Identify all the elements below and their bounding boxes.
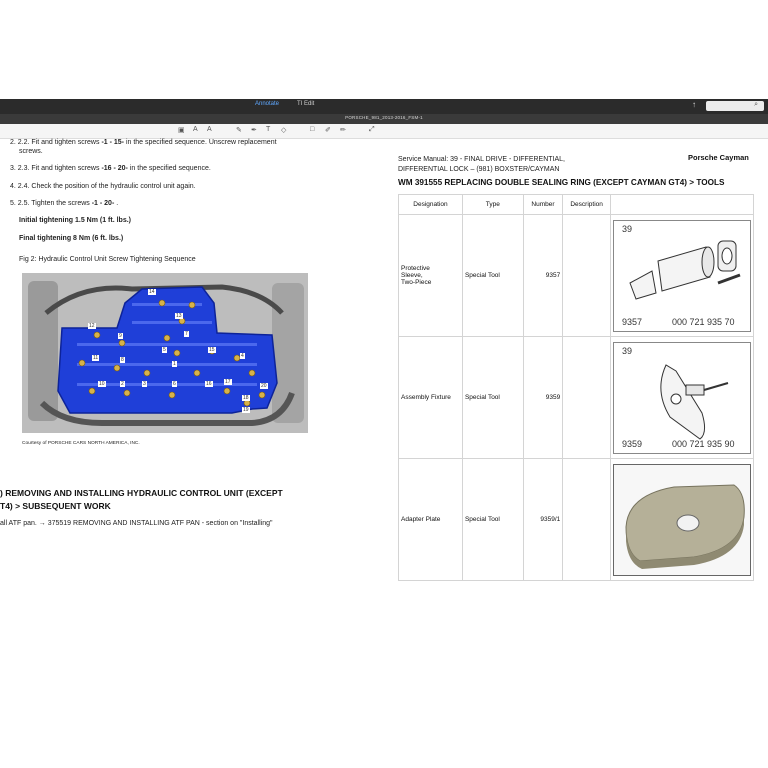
adapter-plate-image bbox=[613, 464, 751, 576]
designation-cell bbox=[399, 215, 463, 337]
text-icon[interactable]: T bbox=[266, 126, 271, 133]
column-header: Description bbox=[563, 195, 611, 215]
screw-label: 4 bbox=[241, 353, 244, 359]
screw-label: 5 bbox=[163, 347, 166, 353]
protective-sleeve-drawing bbox=[614, 221, 750, 331]
type-cell: Special Tool bbox=[462, 215, 523, 337]
step-2-4: 4. 2.4. Check the position of the hydraulic control unit again. bbox=[10, 183, 196, 190]
screw-label: 6 bbox=[173, 381, 176, 387]
file-name: PORSCHE_981_2013-2016_FSM-1 bbox=[345, 115, 423, 120]
note-icon[interactable]: □ bbox=[310, 126, 315, 133]
manual-line-1: Service Manual: 39 - FINAL DRIVE - DIFFERENTIAL, bbox=[398, 156, 566, 163]
number-cell: 9359/1 bbox=[523, 459, 563, 581]
screw-label: 11 bbox=[93, 355, 99, 361]
designation-line: Adapter Plate bbox=[401, 516, 441, 523]
tool-image-cell bbox=[611, 459, 754, 581]
column-header: Number bbox=[523, 195, 563, 215]
image-part-number: 000 721 935 70 bbox=[672, 316, 735, 327]
screw-label: 1 bbox=[173, 361, 176, 367]
step-2-3: 3. 2.3. Fit and tighten screws -16 - 20- in the specified sequence. bbox=[10, 165, 211, 172]
brand-label: Porsche Cayman bbox=[688, 153, 749, 162]
column-header-image bbox=[611, 195, 754, 215]
screw-label: 8 bbox=[121, 357, 124, 363]
image-number: 9357 bbox=[622, 316, 643, 327]
protective-sleeve-image bbox=[613, 220, 751, 332]
expand-icon[interactable]: ⤢ bbox=[369, 126, 375, 133]
courtesy-note: Courtesy of PORSCHE CARS NORTH AMERICA, INC. bbox=[22, 441, 140, 446]
text-size-icon[interactable]: A bbox=[193, 126, 198, 133]
screw-label: 3 bbox=[143, 381, 146, 387]
image-number: 9359 bbox=[622, 438, 643, 449]
search-icon: ⌕ bbox=[754, 101, 758, 108]
type-cell: Special Tool bbox=[462, 337, 523, 459]
table-header-row bbox=[399, 195, 754, 215]
screw-label: 20 bbox=[261, 383, 267, 389]
screw-label: 10 bbox=[99, 381, 105, 387]
description-cell bbox=[563, 459, 611, 581]
description-cell bbox=[563, 337, 611, 459]
screw-label: 16 bbox=[206, 381, 212, 387]
hydraulic-control-unit-figure bbox=[22, 273, 308, 433]
page-title: WM 391555 REPLACING DOUBLE SEALING RING (EXCEPT CAYMAN GT4) > TOOLS bbox=[398, 178, 725, 187]
section-heading-line2: T4) > SUBSEQUENT WORK bbox=[0, 501, 111, 511]
table-row bbox=[399, 459, 754, 581]
highlight-icon[interactable]: ✏ bbox=[340, 127, 346, 134]
number-cell: 9357 bbox=[523, 215, 563, 337]
tool-image-cell bbox=[611, 215, 754, 337]
app-toolbar bbox=[0, 99, 768, 114]
adapter-plate-drawing bbox=[614, 465, 750, 575]
hydraulic-unit-drawing bbox=[22, 273, 308, 433]
initial-tightening: Initial tightening 1.5 Nm (1 ft. lbs.) bbox=[19, 217, 132, 224]
tools-table bbox=[398, 194, 754, 581]
designation-line: Two-Piece bbox=[401, 279, 432, 286]
designation-cell bbox=[399, 459, 463, 581]
text-size-small-icon[interactable]: A bbox=[207, 126, 212, 133]
final-tightening: Final tightening 8 Nm (6 ft. lbs.) bbox=[19, 235, 124, 242]
screw-label: 12 bbox=[89, 323, 95, 329]
step-2-5: 5. 2.5. Tighten the screws -1 - 20- . bbox=[10, 200, 119, 207]
image-tag: 39 bbox=[622, 345, 633, 356]
assembly-fixture-image bbox=[613, 342, 751, 454]
table-row bbox=[399, 337, 754, 459]
share-icon[interactable]: ↑ bbox=[692, 100, 696, 109]
column-header: Designation bbox=[399, 195, 463, 215]
designation-cell bbox=[399, 337, 463, 459]
column-header: Type bbox=[462, 195, 523, 215]
image-icon[interactable]: ▣ bbox=[178, 127, 185, 134]
image-part-number: 000 721 935 90 bbox=[672, 438, 735, 449]
shapes-icon[interactable]: ◇ bbox=[281, 127, 287, 134]
edit-tab[interactable]: TI Edit bbox=[297, 101, 315, 107]
screw-label: 15 bbox=[209, 347, 215, 353]
section-heading-line1: ) REMOVING AND INSTALLING HYDRAULIC CONTROL UNIT (EXCEPT bbox=[0, 488, 283, 498]
screw-label: 7 bbox=[185, 331, 188, 337]
image-tag: 39 bbox=[622, 223, 633, 234]
install-atf-pan-text: all ATF pan. → 375519 REMOVING AND INSTALLING ATF PAN - section on "Installing" bbox=[0, 520, 273, 527]
description-cell bbox=[563, 215, 611, 337]
file-title-bar bbox=[0, 114, 768, 124]
number-cell: 9359 bbox=[523, 337, 563, 459]
figure-caption: Fig 2: Hydraulic Control Unit Screw Tightening Sequence bbox=[19, 256, 196, 263]
marker-icon[interactable]: ✒ bbox=[251, 127, 257, 134]
tool-image-cell bbox=[611, 337, 754, 459]
screw-label: 13 bbox=[176, 313, 182, 319]
annotation-toolbar bbox=[0, 124, 768, 139]
screw-label: 9 bbox=[119, 333, 122, 339]
designation-line: Protective bbox=[401, 265, 430, 272]
manual-line-2: DIFFERENTIAL LOCK – (981) BOXSTER/CAYMAN bbox=[398, 166, 560, 173]
annotate-tab[interactable]: Annotate bbox=[255, 101, 280, 107]
step-2-2-cont: screws. bbox=[19, 148, 43, 155]
assembly-fixture-drawing bbox=[614, 343, 750, 453]
search-input[interactable] bbox=[706, 101, 764, 111]
step-2-2: 2. 2.2. Fit and tighten screws -1 - 15- in the specified sequence. Unscrew replacement bbox=[10, 139, 277, 146]
screw-label: 2 bbox=[121, 381, 124, 387]
designation-line: Assembly Fixture bbox=[401, 394, 451, 401]
screw-label: 14 bbox=[149, 289, 155, 295]
designation-line: Sleeve, bbox=[401, 272, 423, 279]
table-row bbox=[399, 215, 754, 337]
screw-label: 17 bbox=[225, 379, 231, 385]
signature-icon[interactable]: ✐ bbox=[325, 127, 331, 134]
screw-label: 19 bbox=[243, 407, 249, 413]
screw-label: 18 bbox=[243, 395, 249, 401]
type-cell: Special Tool bbox=[462, 459, 523, 581]
pen-icon[interactable]: ✎ bbox=[236, 127, 242, 134]
